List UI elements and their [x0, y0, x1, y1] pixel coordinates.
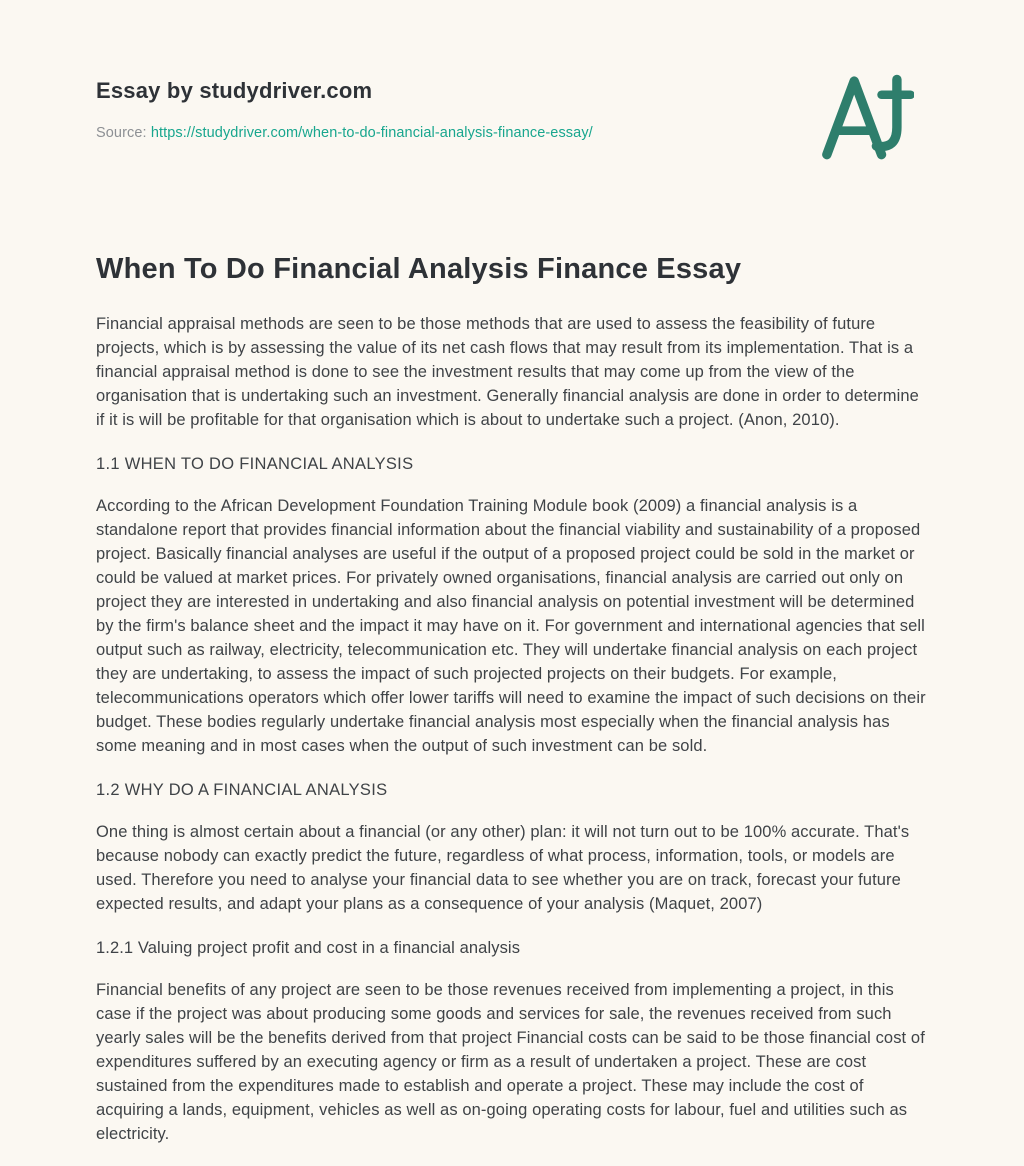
studydriver-logo-icon	[820, 70, 914, 164]
source-label: Source:	[96, 125, 151, 141]
source-line	[96, 125, 593, 141]
studydriver-logo	[820, 70, 914, 164]
brand-title: Essay by studydriver.com	[96, 78, 373, 103]
article	[96, 252, 930, 1166]
paragraph: Financial benefits of any project are seen to be those revenues received from implementing a project, in this case if the project was about producing some goods and services for sale, the revenues received from such yearly sales will be the benefits derived from that project Financial costs can be said to be those financial cost of expenditures suffered by an executing agency or firm as a result of undertaken a project. These are cost sustained from the expenditures made to establish and operate a project. These may include the cost of acquiring a lands, equipment, vehicles as well as on-going operating costs for labour, fuel and utilities such as electricity.	[96, 981, 925, 1143]
section-heading: 1.2 WHY DO A FINANCIAL ANALYSIS	[96, 781, 388, 799]
section-heading: 1.1 WHEN TO DO FINANCIAL ANALYSIS	[96, 455, 414, 473]
section-heading: 1.2.1 Valuing project profit and cost in a financial analysis	[96, 939, 521, 957]
source-link[interactable]: https://studydriver.com/when-to-do-financial-analysis-finance-essay/	[150, 125, 593, 141]
page-title: When To Do Financial Analysis Finance Essay	[96, 253, 742, 285]
page-header	[96, 78, 593, 141]
paragraph: Financial appraisal methods are seen to be those methods that are used to assess the feasibility of future projects, which is by assessing the value of its net cash flows that may result from its implementation. That is a financial appraisal method is done to see the investment results that may come up from the view of the organisation that is undertaking such an investment. Generally financial analysis are done in order to determine if it is will be profitable for that organisation which is about to undertake such a project. (Anon, 2010).	[96, 315, 919, 429]
article-body	[96, 312, 930, 1146]
paragraph: One thing is almost certain about a financial (or any other) plan: it will not turn out to be 100% accurate. That's because nobody can exactly predict the future, regardless of what process, information, tools, or models are used. Therefore you need to analyse your financial data to see whether you are on track, forecast your future expected results, and adapt your plans as a consequence of your analysis (Maquet, 2007)	[96, 823, 910, 913]
paragraph: According to the African Development Foundation Training Module book (2009) a financial analysis is a standalone report that provides financial information about the financial viability and sustainability of a proposed project. Basically financial analyses are useful if the output of a proposed project could be sold in the market or could be valued at market prices. For privately owned organisations, financial analysis are carried out only on project they are interested in undertaking and also financial analysis on potential investment will be determined by the firm's balance sheet and the impact it may have on it. For government and international agencies that sell output such as railway, electricity, telecommunication etc. They will undertake financial analysis on each project they are undertaking, to assess the impact of such projected projects on their budgets. For example, telecommunications operators which offer lower tariffs will need to examine the impact of such decisions on their budget. These bodies regularly undertake financial analysis most especially when the financial analysis has some meaning and in most cases when the output of such investment can be sold.	[96, 497, 926, 755]
